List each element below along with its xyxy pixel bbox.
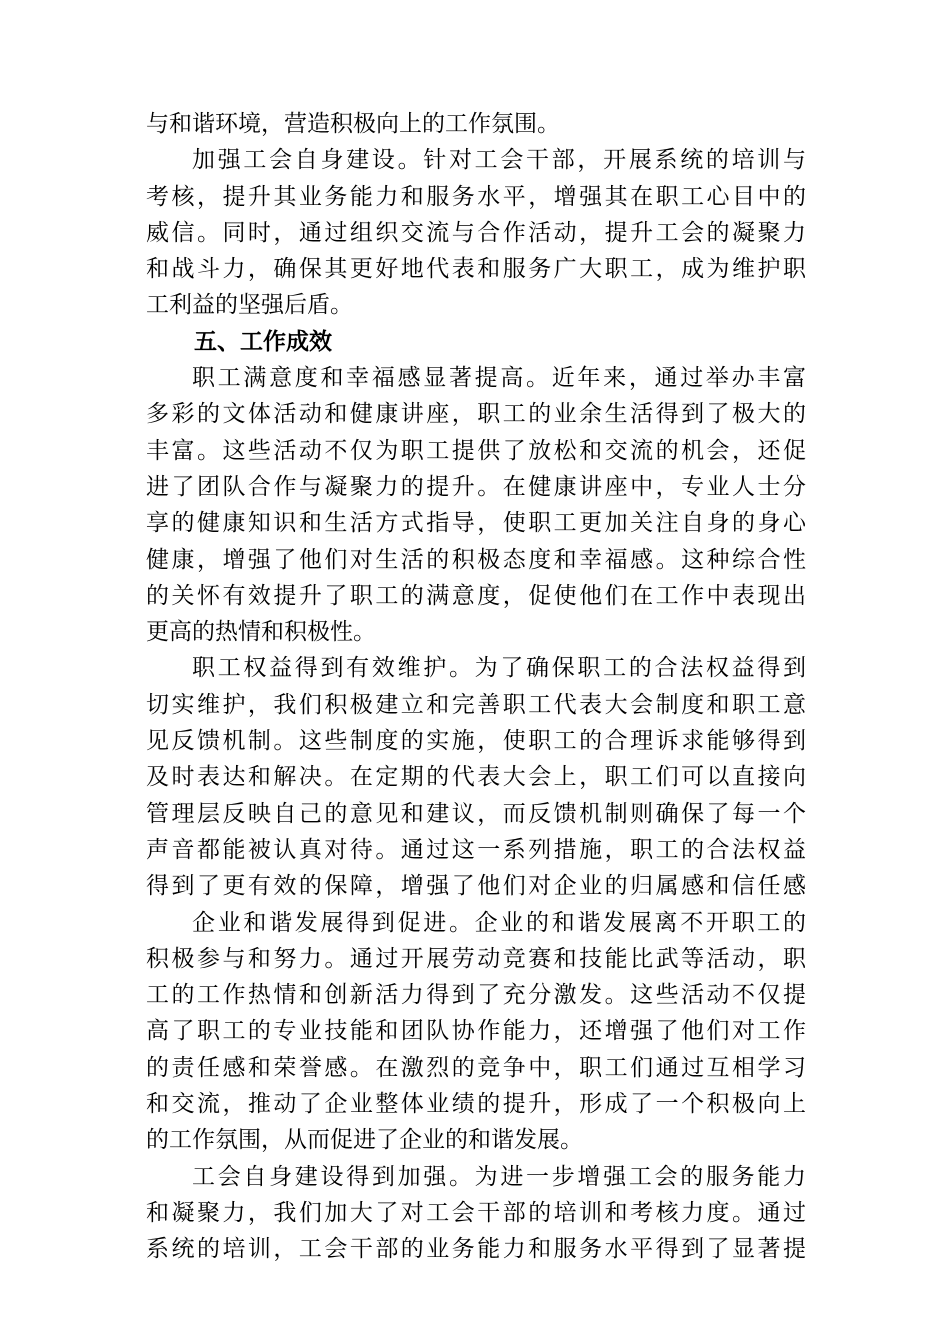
paragraph-line: 职工权益得到有效维护。为了确保职工的合法权益得到: [192, 655, 806, 682]
paragraph-line: 及时表达和解决。在定期的代表大会上，职工们可以直接向: [146, 764, 806, 791]
paragraph-line: 工利益的坚强后盾。: [146, 292, 353, 319]
paragraph-line: 积极参与和努力。通过开展劳动竞赛和技能比武等活动，职: [146, 945, 806, 972]
paragraph-line: 管理层反映自己的意见和建议，而反馈机制则确保了每一个: [146, 800, 806, 827]
paragraph-line: 工会自身建设得到加强。为进一步增强工会的服务能力: [192, 1163, 806, 1190]
paragraph-line: 的工作氛围，从而促进了企业的和谐发展。: [146, 1127, 583, 1154]
paragraph-line: 更高的热情和积极性。: [146, 619, 376, 646]
paragraph-line: 的关怀有效提升了职工的满意度，促使他们在工作中表现出: [146, 582, 806, 609]
paragraph-line: 和交流，推动了企业整体业绩的提升，形成了一个积极向上: [146, 1091, 806, 1118]
paragraph-line: 健康，增强了他们对生活的积极态度和幸福感。这种综合性: [146, 546, 806, 573]
paragraph-line: 见反馈机制。这些制度的实施，使职工的合理诉求能够得到: [146, 728, 806, 755]
paragraph-line: 丰富。这些活动不仅为职工提供了放松和交流的机会，还促: [146, 437, 806, 464]
paragraph-line: 进了团队合作与凝聚力的提升。在健康讲座中，专业人士分: [146, 473, 806, 500]
section-heading: 五、工作成效: [194, 328, 332, 355]
paragraph-line: 系统的培训，工会干部的业务能力和服务水平得到了显著提: [146, 1236, 806, 1263]
paragraph-line: 和凝聚力，我们加大了对工会干部的培训和考核力度。通过: [146, 1199, 806, 1226]
paragraph-line: 和战斗力，确保其更好地代表和服务广大职工，成为维护职: [146, 256, 806, 283]
document-body: [146, 106, 806, 1268]
paragraph-line: 与和谐环境，营造积极向上的工作氛围。: [146, 111, 560, 137]
paragraph-line: 的责任感和荣誉感。在激烈的竞争中，职工们通过互相学习: [146, 1054, 806, 1081]
paragraph-line: 考核，提升其业务能力和服务水平，增强其在职工心目中的: [146, 183, 806, 210]
paragraph-line: 职工满意度和幸福感显著提高。近年来，通过举办丰富: [192, 365, 806, 392]
paragraph-line: 多彩的文体活动和健康讲座，职工的业余生活得到了极大的: [146, 401, 806, 428]
paragraph-line: 企业和谐发展得到促进。企业的和谐发展离不开职工的: [192, 909, 806, 936]
paragraph-line: 高了职工的专业技能和团队协作能力，还增强了他们对工作: [146, 1018, 806, 1045]
paragraph-line: 威信。同时，通过组织交流与合作活动，提升工会的凝聚力: [146, 219, 806, 246]
paragraph-line: 声音都能被认真对待。通过这一系列措施，职工的合法权益: [146, 836, 806, 863]
paragraph-line: 加强工会自身建设。针对工会干部，开展系统的培训与: [192, 147, 806, 174]
paragraph-line: 得到了更有效的保障，增强了他们对企业的归属感和信任感: [146, 873, 806, 900]
paragraph-line: 享的健康知识和生活方式指导，使职工更加关注自身的身心: [146, 510, 806, 537]
paragraph-line: 切实维护，我们积极建立和完善职工代表大会制度和职工意: [146, 691, 806, 718]
paragraph-line: 工的工作热情和创新活力得到了充分激发。这些活动不仅提: [146, 982, 806, 1009]
